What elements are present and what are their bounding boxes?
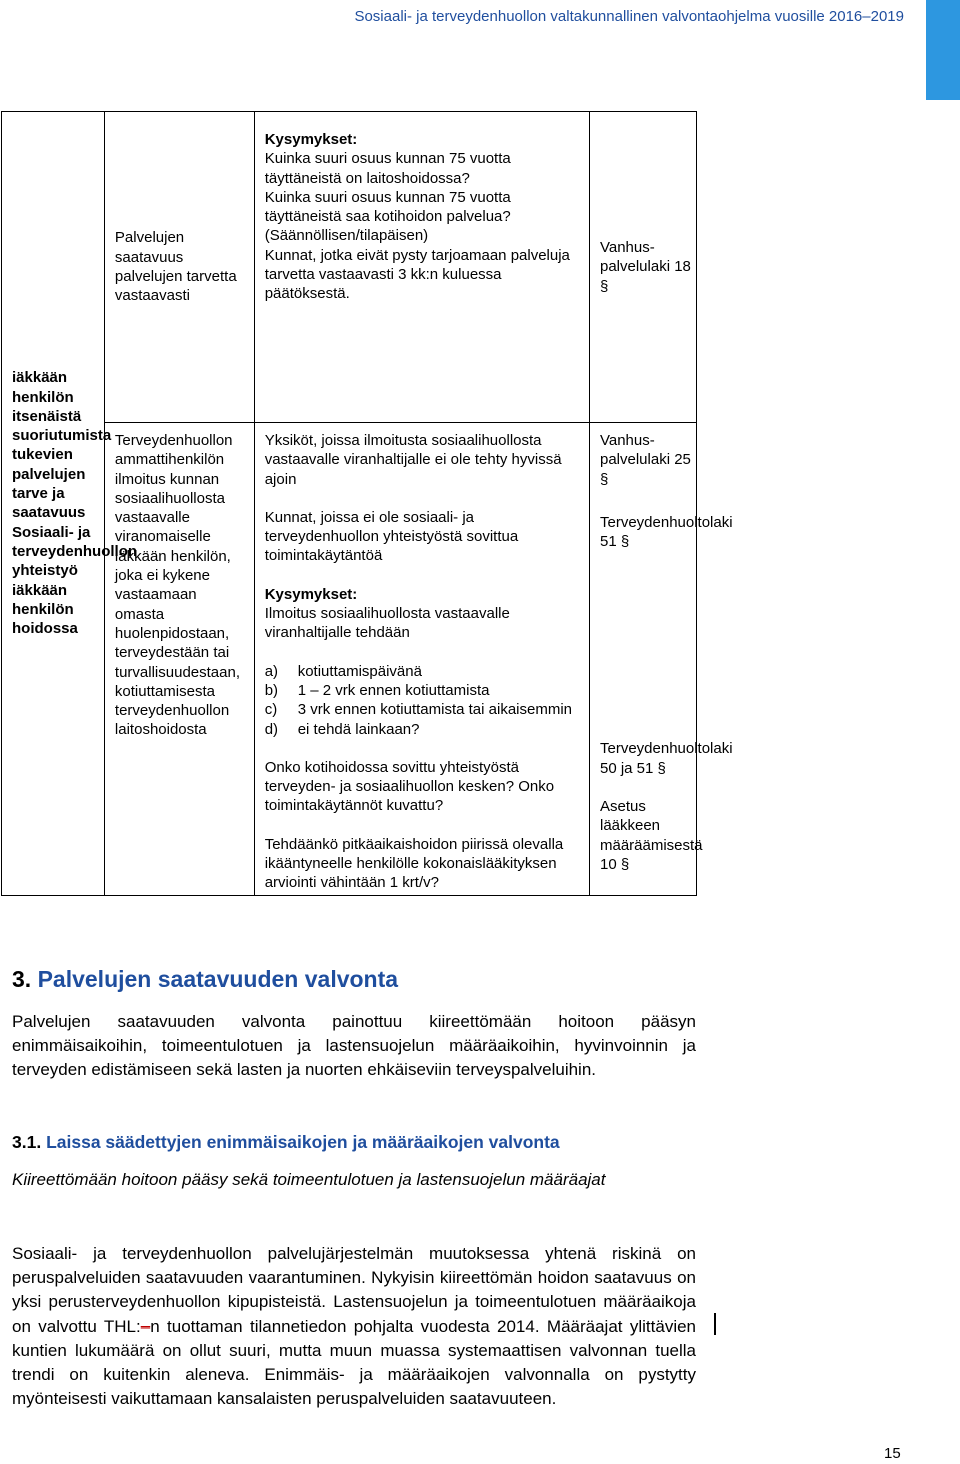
list-text: 3 vrk ennen kotiuttamista tai aikaisemmin (297, 701, 573, 719)
question-text: (Säännöllisen/tilapäisen) (264, 227, 429, 245)
subsection-heading (12, 1132, 560, 1153)
list-item (265, 662, 585, 681)
page-number: 15 (884, 1445, 901, 1462)
list-letter: a) (264, 662, 279, 680)
section-number: 3. (12, 966, 32, 992)
topic-cell (2, 112, 138, 896)
criterion-text: Palvelujen saatavuus palvelujen tarvetta vastaavasti (114, 229, 237, 305)
law-cell (589, 423, 733, 896)
criterion-text: Terveydenhuollon ammattihenkilön ilmoitus kunnan sosiaalihuollosta vastaavalle viranomaiselle iäkkään henkilön, joka ei kykene vastaamaan omasta huolenpidostaan, terveydestään tai turvallisuudestaan, kotiuttamisesta terveydenhuollon laitoshoidosta (114, 432, 240, 739)
question-text: Kuinka suuri osuus kunnan 75 vuotta täyttäneistä saa kotihoidon palvelua? (264, 188, 511, 226)
topic-text: iäkkään henkilön itsenäistä suoriutumista tukevien palvelujen tarve ja saatavuus Sosiaali- ja terveydenhuollon yhteistyö iäkkään henkilön hoidossa (12, 369, 138, 638)
running-header: Sosiaali- ja terveydenhuollon valtakunnallinen valvontaohjelma vuosille 2016–2019 (354, 8, 904, 25)
questions-label: Kysymykset: (264, 585, 358, 603)
law-reference: Asetus lääkkeen määräämisestä 10 § (599, 798, 703, 873)
question-text: Kunnat, jotka eivät pysty tarjoamaan palveluja tarvetta vastaavasti 3 kk:n kuluessa päätöksestä. (264, 246, 570, 303)
criterion-cell (104, 423, 254, 896)
questions-label: Kysymykset: (264, 131, 358, 148)
law-reference: Terveydenhuoltolaki 51 § (599, 513, 733, 551)
list-item (265, 681, 585, 700)
list-text: kotiuttamispäivänä (297, 662, 422, 680)
list-item (265, 700, 585, 719)
law-reference: Vanhus-palvelulaki 18 § (599, 239, 691, 295)
criterion-cell (104, 112, 254, 423)
body-text: n tuottaman tilannetiedon pohjalta vuodesta 2014. Määräajat ylittävien kuntien lukumäärä on ollut suuri, mutta muun muassa systemaattisen valvonnan tuella trendi on kuitenkin aleneva. Enimmäis- ja määräaikojen valvonnalla on pystytty myönteisesti vaikuttamaan kansalaisten peruspalveluiden saatavuuteen. (12, 1316, 696, 1409)
valvonta-table (1, 111, 733, 896)
list-letter: b) (264, 681, 279, 699)
subsection-title: Laissa säädettyjen enimmäisaikojen ja määräaikojen valvonta (46, 1132, 560, 1152)
body-paragraph (12, 1242, 696, 1411)
corner-accent-bar (926, 0, 960, 100)
question-text: Tehdäänkö pitkäaikaishoidon piirissä olevalla ikääntyneelle henkilölle kokonaislääkityksen arviointi vähintään 1 krt/v? (264, 835, 564, 892)
section-paragraph: Palvelujen saatavuuden valvonta painottuu kiireettömään hoitoon pääsyn enimmäisaikoihin, toimeentulotuen ja lastensuojelun määräaikoihin, hyvinvoinnin ja terveyden edistämiseen sekä lasten ja nuorten ehkäiseviin terveyspalveluihin. (12, 1012, 696, 1080)
table-row (2, 423, 697, 896)
list-text: 1 – 2 vrk ennen kotiuttamista (297, 681, 490, 699)
list-letter: d) (264, 720, 279, 738)
body-text: Sosiaali- ja terveydenhuollon palvelujärjestelmän muutoksessa yhtenä riskinä on peruspalveluiden saatavuuden vaarantuminen. Nykyisin kiireettömän hoidon saatavuus on yksi perusterveydenhuollon kipupisteistä. Lastensuojelun ja toimeentulotuen määräaikoja on valvottu THL: (12, 1244, 696, 1336)
finding-text: Yksiköt, joissa ilmoitusta sosiaalihuollosta vastaavalle viranhaltijalle ei ole tehty hyvissä ajoin (264, 432, 562, 488)
tracked-deletion: – (140, 1316, 151, 1336)
question-cell (254, 423, 589, 896)
change-bar (714, 1313, 716, 1335)
table-row (2, 112, 697, 423)
law-reference: Vanhus-palvelulaki 25 § (599, 432, 691, 488)
question-text: Ilmoitus sosiaalihuollosta vastaavalle viranhaltijalle tehdään (264, 605, 510, 642)
list-text: ei tehdä lainkaan? (297, 720, 420, 738)
question-text: Onko kotihoidossa sovittu yhteistyöstä terveyden- ja sosiaalihuollon kesken? Onko toimintakäytännöt kuvattu? (264, 758, 555, 815)
list-item (265, 720, 585, 739)
list-letter: c) (264, 701, 278, 719)
section-heading (12, 966, 398, 993)
subsection-number: 3.1. (12, 1132, 42, 1152)
question-text: Kuinka suuri osuus kunnan 75 vuotta täyttäneistä on laitoshoidossa? (264, 150, 511, 187)
italic-subheading: Kiireettömään hoitoon pääsy sekä toimeentulotuen ja lastensuojelun määräajat (12, 1170, 606, 1189)
question-cell (254, 112, 589, 423)
section-title: Palvelujen saatavuuden valvonta (37, 966, 399, 992)
law-reference: Terveydenhuoltolaki 50 ja 51 § (599, 740, 733, 777)
finding-text: Kunnat, joissa ei ole sosiaali- ja terveydenhuollon yhteistyöstä sovittua toimintakäytäntöä (264, 508, 519, 565)
law-cell (589, 112, 696, 423)
